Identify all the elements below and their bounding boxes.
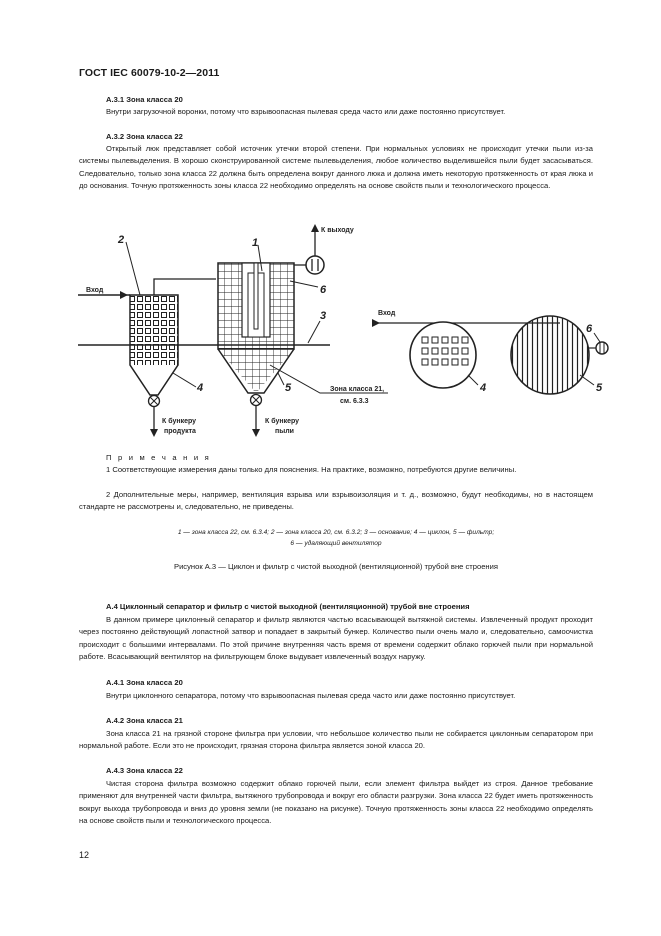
exhaust-fan-left: [306, 256, 324, 274]
label-5-right: 5: [596, 382, 603, 394]
filter-left: [218, 263, 294, 393]
figure-caption: Рисунок А.3 — Циклон и фильтр с чистой выходной (вентиляционной) трубой вне строения: [174, 562, 498, 571]
heading-a4: А.4 Циклонный сепаратор и фильтр с чистой выходной (вентиляционной) трубой вне строения: [106, 602, 470, 611]
cyclone-section: [410, 322, 476, 388]
paragraph-a4: В данном примере циклонный сепаратор и фильтр являются частью всасывающей вытяжной системы. Извлеченный продукт проходит через постоянно действующий лопастной затвор и попадает в закрытый бункер. Количество пыли очень мало и, следовательно, самоочистка происходит с большими интервалами. По этой причине внутренняя часть время от времени содержит облако горючей пыли при нормальной работе. Всасывающий вентилятор на фильтрующем блоке выдувает извлеченный воздух наружу.: [79, 615, 593, 662]
figure-legend-2: 6 — удаляющий вентилятор: [290, 540, 382, 547]
label-1: 1: [252, 237, 259, 249]
label-6: 6: [320, 284, 327, 296]
paragraph-a42: Зона класса 21 на грязной стороне фильтра при условии, что небольшое количество пыли не собирается циклонным сепаратором при нормальной работе. Если это не происходит, грязная сторона фильтра является зоной класса 20.: [79, 729, 593, 751]
label-inlet-left: Вход: [86, 287, 104, 294]
cyclone-left: [130, 295, 178, 395]
heading-a43: А.4.3 Зона класса 22: [106, 766, 183, 775]
label-inlet-right: Вход: [378, 310, 396, 317]
filter-section: [511, 316, 589, 394]
figure-a3-diagram: [0, 215, 661, 443]
notes-title: П р и м е ч а н и я: [106, 453, 211, 462]
page-number: 12: [79, 850, 90, 860]
paragraph-a41: Внутри циклонного сепаратора, потому что взрывоопасная пылевая среда часто или даже постоянно присутствует.: [106, 691, 516, 700]
label-2: 2: [118, 234, 125, 246]
document-header: ГОСТ IEC 60079-10-2—2011: [79, 67, 220, 79]
heading-a41: А.4.1 Зона класса 20: [106, 678, 183, 687]
label-zone21-1: Зона класса 21,: [330, 386, 385, 393]
heading-a31: А.3.1 Зона класса 20: [106, 95, 183, 104]
label-6-right: 6: [586, 323, 593, 335]
note-1: 1 Соответствующие измерения даны только для пояснения. На практике, возможно, потребуются другие величины.: [106, 465, 517, 474]
note-2: 2 Дополнительные меры, например, вентиляция взрыва или взрывоизоляция и т. д., возможно, будут необходимы, но в настоящем стандарте не рассмотрены и, следовательно, не приведены.: [79, 490, 593, 512]
label-3: 3: [320, 310, 327, 322]
exhaust-fan-right: [596, 342, 608, 354]
label-bin-dust-1: К бункеру: [265, 418, 300, 425]
label-bin-product-2: продукта: [164, 428, 196, 435]
label-bin-product-1: К бункеру: [162, 418, 197, 425]
label-bin-dust-2: пыли: [275, 428, 294, 435]
paragraph-a31: Внутри загрузочной воронки, потому что взрывоопасная пылевая среда часто или даже постоянно присутствует.: [106, 107, 506, 116]
label-5: 5: [285, 382, 292, 394]
label-4: 4: [197, 382, 204, 394]
paragraph-a43: Чистая сторона фильтра возможно содержит облако горючей пыли, если элемент фильтра выйдет из строя. Данное требование применяют для внутренней части фильтра, вытяжного трубопровода и вокруг его области разгрузки. Зона класса 22 будет иметь протяженность вокруг выхода трубопровода и вниз до уровня земли (не показано на рисунке). Точную протяженность зоны класса 22 необходимо определять на основе свойств пыли и технологического процесса.: [79, 779, 593, 826]
paragraph-a32: Открытый люк представляет собой источник утечки второй степени. При нормальных условиях не происходит утечки пыли из-за системы пылевыделения. В хорошо сконструированной системе пылевыделения, любое количество выделившейся пыли будет засасываться. Следовательно, только зона класса 22 должна быть определена вокруг данного люка и должна иметь некоторую протяженность от края люка и до основания. Точную протяженность зоны класса 22 необходимо определять на основе свойств пыли и технологического процесса.: [79, 144, 593, 191]
figure-legend-1: 1 — зона класса 22, см. 6.3.4; 2 — зона класса 20, см. 6.3.2; 3 — основание; 4 — циклон, 5 — фильтр;: [177, 529, 495, 536]
label-zone21-2: см. 6.3.3: [340, 398, 369, 405]
label-to-exhaust: К выходу: [321, 227, 354, 234]
heading-a32: А.3.2 Зона класса 22: [106, 132, 183, 141]
inlet-arrow-left: [120, 291, 128, 299]
label-4-right: 4: [480, 382, 487, 394]
heading-a42: А.4.2 Зона класса 21: [106, 716, 183, 725]
product-arrow: [150, 429, 158, 437]
dust-arrow: [252, 429, 260, 437]
